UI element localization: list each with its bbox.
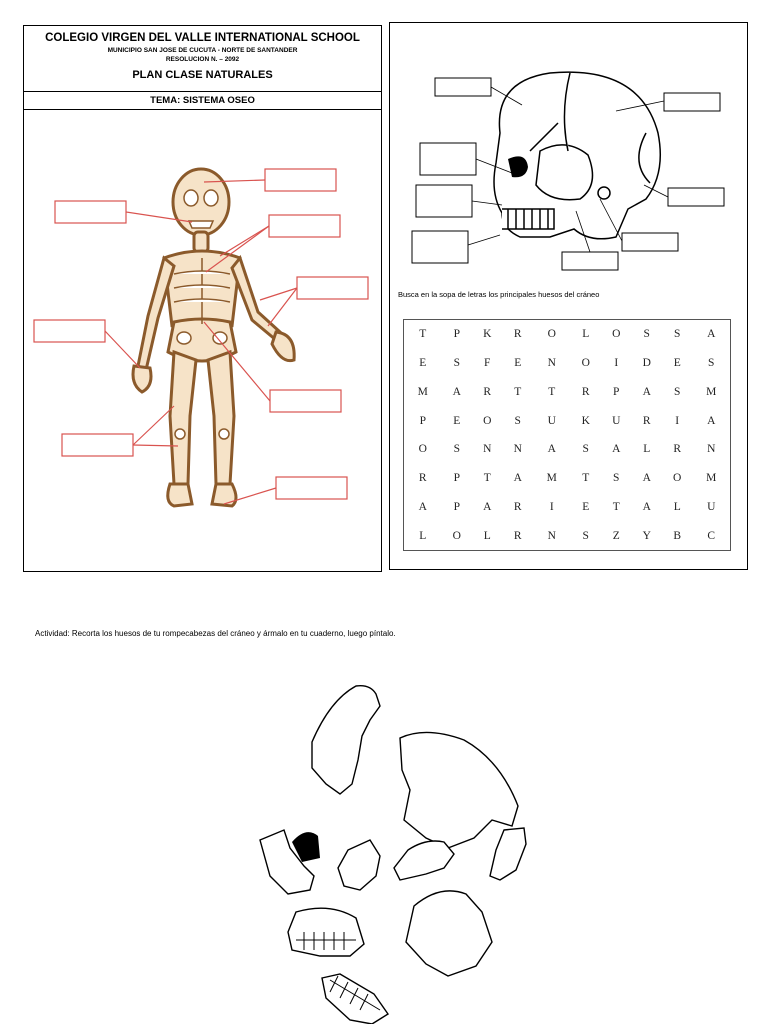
word-search-letter: P bbox=[419, 414, 426, 427]
word-search-letter: U bbox=[612, 414, 621, 427]
word-search-letter: T bbox=[514, 385, 522, 398]
word-search-row bbox=[404, 406, 730, 435]
word-search-letter: M bbox=[706, 472, 717, 485]
word-search-letter: E bbox=[419, 357, 427, 370]
word-search-letter: L bbox=[673, 500, 681, 513]
word-search-letter: R bbox=[673, 443, 682, 456]
word-search-letter: A bbox=[418, 500, 427, 513]
word-search-letter: O bbox=[418, 443, 427, 456]
word-search-letter: Z bbox=[612, 529, 620, 542]
skeleton-worksheet bbox=[23, 25, 382, 572]
word-search-table bbox=[404, 320, 730, 550]
word-search-letter: S bbox=[514, 414, 521, 427]
word-search-letter: D bbox=[642, 357, 651, 370]
word-search-letter: E bbox=[582, 500, 590, 513]
word-search-letter: S bbox=[708, 357, 715, 370]
word-search-letter: K bbox=[581, 414, 590, 427]
word-search-letter: S bbox=[453, 443, 460, 456]
word-search-letter: S bbox=[453, 357, 460, 370]
word-search-letter: M bbox=[417, 385, 428, 398]
word-search-letter: R bbox=[581, 385, 590, 398]
word-search-row bbox=[404, 378, 730, 407]
word-search-letter: O bbox=[547, 328, 556, 341]
word-search-letter: R bbox=[483, 385, 492, 398]
word-search-grid bbox=[403, 319, 731, 551]
word-search-letter: E bbox=[514, 357, 522, 370]
word-search-letter: T bbox=[419, 328, 427, 341]
word-search-letter: P bbox=[453, 472, 460, 485]
word-search-row bbox=[404, 493, 730, 522]
municipio-line: MUNICIPIO SAN JOSE DE CUCUTA - NORTE DE SANTANDER bbox=[107, 47, 298, 54]
word-search-letter: E bbox=[673, 357, 681, 370]
word-search-letter: O bbox=[581, 357, 590, 370]
word-search-letter: K bbox=[483, 328, 492, 341]
word-search-letter: N bbox=[547, 357, 556, 370]
word-search-letter: A bbox=[452, 385, 461, 398]
word-search-row bbox=[404, 435, 730, 464]
word-search-letter: A bbox=[642, 472, 651, 485]
word-search-letter: F bbox=[484, 357, 491, 370]
word-search-letter: T bbox=[483, 472, 491, 485]
word-search-letter: R bbox=[513, 529, 522, 542]
word-search-row bbox=[404, 464, 730, 493]
word-search-letter: S bbox=[613, 472, 620, 485]
word-search-letter: N bbox=[513, 443, 522, 456]
skull-puzzle-pieces bbox=[230, 680, 550, 1024]
word-search-letter: B bbox=[673, 529, 682, 542]
skeleton-illustration bbox=[24, 26, 383, 573]
word-search-letter: S bbox=[674, 385, 681, 398]
word-search-letter: S bbox=[582, 443, 589, 456]
skull-worksheet bbox=[389, 22, 748, 570]
word-search-row bbox=[404, 349, 730, 378]
word-search-letter: A bbox=[642, 385, 651, 398]
word-search-letter: U bbox=[547, 414, 556, 427]
word-search-letter: I bbox=[549, 500, 554, 513]
word-search-letter: R bbox=[513, 328, 522, 341]
word-search-letter: U bbox=[707, 500, 716, 513]
word-search-letter: O bbox=[452, 529, 461, 542]
word-search-letter: A bbox=[707, 328, 716, 341]
word-search-letter: A bbox=[612, 443, 621, 456]
school-name: COLEGIO VIRGEN DEL VALLE INTERNATIONAL SCHOOL bbox=[45, 32, 360, 44]
word-search-letter: L bbox=[419, 529, 427, 542]
word-search-letter: T bbox=[548, 385, 556, 398]
tema-title: TEMA: SISTEMA OSEO bbox=[150, 95, 255, 106]
word-search-letter: P bbox=[453, 328, 460, 341]
word-search-letter: E bbox=[453, 414, 461, 427]
wordsearch-instructions: Busca en la sopa de letras los principales huesos del cráneo bbox=[398, 290, 600, 299]
activity-instructions: Actividad: Recorta los huesos de tu rompecabezas del cráneo y ármalo en tu cuaderno, luego píntalo. bbox=[35, 629, 396, 638]
word-search-letter: S bbox=[674, 328, 681, 341]
word-search-letter: O bbox=[612, 328, 621, 341]
skull-illustration bbox=[390, 23, 749, 283]
word-search-letter: M bbox=[706, 385, 717, 398]
word-search-letter: P bbox=[453, 500, 460, 513]
word-search-letter: I bbox=[614, 357, 619, 370]
word-search-letter: A bbox=[642, 500, 651, 513]
word-search-letter: A bbox=[547, 443, 556, 456]
word-search-letter: I bbox=[675, 414, 680, 427]
word-search-letter: N bbox=[483, 443, 492, 456]
word-search-letter: T bbox=[612, 500, 620, 513]
word-search-letter: S bbox=[643, 328, 650, 341]
word-search-letter: O bbox=[673, 472, 682, 485]
word-search-row bbox=[404, 521, 730, 550]
word-search-letter: L bbox=[643, 443, 651, 456]
word-search-letter: R bbox=[418, 472, 427, 485]
word-search-letter: R bbox=[513, 500, 522, 513]
word-search-letter: L bbox=[483, 529, 491, 542]
word-search-letter: A bbox=[707, 414, 716, 427]
word-search-letter: P bbox=[613, 385, 620, 398]
word-search-letter: Y bbox=[642, 529, 651, 542]
plan-title: PLAN CLASE NATURALES bbox=[132, 69, 273, 81]
word-search-letter: N bbox=[547, 529, 556, 542]
word-search-letter: S bbox=[582, 529, 589, 542]
word-search-letter: R bbox=[642, 414, 651, 427]
word-search-letter: L bbox=[582, 328, 590, 341]
word-search-letter: A bbox=[483, 500, 492, 513]
word-search-letter: C bbox=[707, 529, 716, 542]
word-search-letter: O bbox=[483, 414, 492, 427]
word-search-row bbox=[404, 320, 730, 349]
word-search-letter: N bbox=[707, 443, 716, 456]
word-search-letter: M bbox=[546, 472, 557, 485]
resolucion-line: RESOLUCION N. – 2092 bbox=[165, 56, 240, 63]
word-search-letter: A bbox=[513, 472, 522, 485]
word-search-letter: T bbox=[582, 472, 590, 485]
